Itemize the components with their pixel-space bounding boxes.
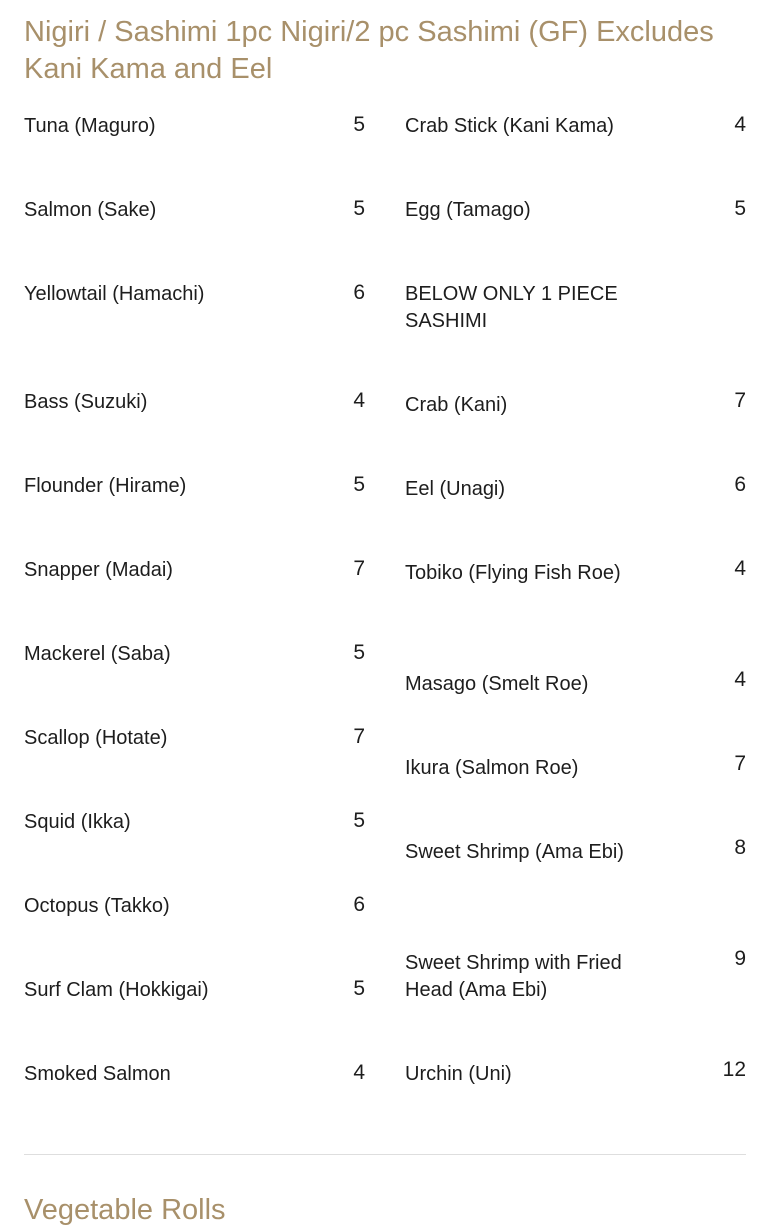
item-price: 5 — [734, 197, 746, 220]
item-name: Flounder (Hirame) — [24, 475, 187, 497]
item-price: 7 — [734, 389, 746, 412]
item-name: Yellowtail (Hamachi) — [24, 283, 205, 305]
menu-note-text: BELOW ONLY 1 PIECE SASHIMI — [405, 283, 618, 332]
section-divider — [24, 1154, 746, 1155]
item-price: 5 — [353, 473, 365, 496]
item-price: 4 — [734, 557, 746, 580]
item-price: 5 — [353, 977, 365, 1000]
next-section-title: Vegetable Rolls — [24, 1194, 226, 1226]
item-name: Bass (Suzuki) — [24, 391, 148, 413]
item-name: Tobiko (Flying Fish Roe) — [405, 562, 621, 584]
item-name: Tuna (Maguro) — [24, 115, 156, 137]
item-price: 5 — [353, 197, 365, 220]
item-name: Masago (Smelt Roe) — [405, 673, 589, 695]
section-title: Nigiri / Sashimi 1pc Nigiri/2 pc Sashimi (GF) Excludes Kani Kama and Eel — [24, 16, 714, 85]
item-name: Squid (Ikka) — [24, 811, 131, 833]
item-price: 7 — [353, 725, 365, 748]
item-name: Crab Stick (Kani Kama) — [405, 115, 614, 137]
item-name: Crab (Kani) — [405, 394, 508, 416]
item-price: 4 — [734, 668, 746, 691]
item-price: 5 — [353, 809, 365, 832]
item-name: Octopus (Takko) — [24, 895, 170, 917]
item-price: 5 — [353, 113, 365, 136]
item-name: Sweet Shrimp with Fried Head (Ama Ebi) — [405, 952, 622, 1001]
item-name: Ikura (Salmon Roe) — [405, 757, 579, 779]
item-name: Snapper (Madai) — [24, 559, 173, 581]
item-name: Salmon (Sake) — [24, 199, 157, 221]
item-name: Surf Clam (Hokkigai) — [24, 979, 209, 1001]
item-price: 12 — [722, 1058, 746, 1081]
item-name: Smoked Salmon — [24, 1063, 171, 1085]
item-price: 6 — [353, 893, 365, 916]
item-price: 9 — [734, 947, 746, 970]
item-name: Urchin (Uni) — [405, 1063, 512, 1085]
item-name: Egg (Tamago) — [405, 199, 531, 221]
item-price: 6 — [734, 473, 746, 496]
item-price: 4 — [353, 1061, 365, 1084]
item-price: 4 — [734, 113, 746, 136]
item-price: 7 — [734, 752, 746, 775]
item-price: 6 — [353, 281, 365, 304]
item-name: Scallop (Hotate) — [24, 727, 168, 749]
item-name: Mackerel (Saba) — [24, 643, 171, 665]
item-price: 7 — [353, 557, 365, 580]
item-name: Sweet Shrimp (Ama Ebi) — [405, 841, 624, 863]
item-price: 8 — [734, 836, 746, 859]
item-name: Eel (Unagi) — [405, 478, 506, 500]
item-price: 5 — [353, 641, 365, 664]
item-price: 4 — [353, 389, 365, 412]
